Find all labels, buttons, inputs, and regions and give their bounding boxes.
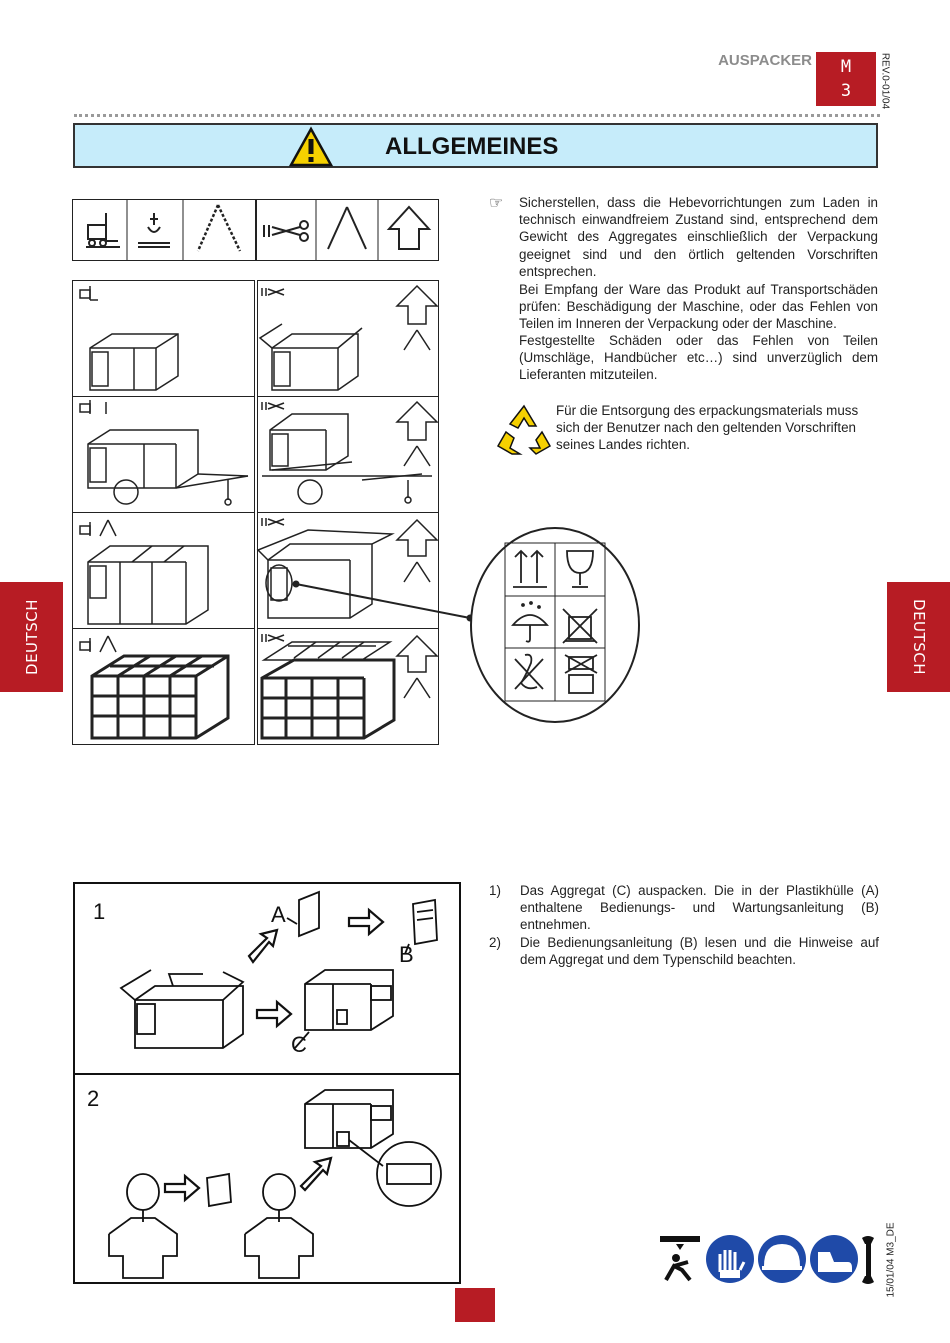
revision-code: REV.0-01/04 <box>879 52 891 110</box>
safety-icons-row <box>658 1232 880 1286</box>
chapter-letter: M <box>840 57 852 77</box>
section-banner <box>73 123 878 168</box>
panel-number-1: 1 <box>93 899 106 924</box>
dotted-divider <box>74 114 880 117</box>
banner-title: ALLGEMEINES <box>385 133 559 160</box>
panel-number-2: 2 <box>87 1086 100 1111</box>
intro-paragraph-2: Bei Empfang der Ware das Produkt auf Transportschäden prüfen: Beschädigung der Maschine, oder das Fehlen von Teilen im Inneren der Verpackung oder der Maschine. <box>519 282 878 332</box>
step-1 <box>489 882 879 934</box>
step-2 <box>489 934 879 968</box>
step-number: 1) <box>489 883 501 898</box>
label-b: B <box>399 942 414 967</box>
packaging-grid <box>72 280 440 746</box>
section-title: AUSPACKER <box>718 52 812 69</box>
chapter-tab <box>816 52 876 106</box>
falling-load-icon <box>660 1236 700 1280</box>
warning-triangle-icon <box>289 127 333 167</box>
safety-shoes-icon <box>810 1235 858 1283</box>
step-text: Das Aggregat (C) auspacken. Die in der Plastikhülle (A) enthaltene Bedienungs- und Wartungsanleitung (B) entnehmen. <box>520 883 879 933</box>
label-a: A <box>271 902 286 927</box>
intro-paragraph-1: Sicherstellen, dass die Hebevorrichtungen zum Laden in technisch einwandfreiem Zustand sind, entsprechend dem Gewicht des Aggregates einschließlich der Verpackung geeignet sind und den örtlich geltenden Vorschriften entsprechen. <box>519 195 878 279</box>
callout-line <box>290 580 480 630</box>
recycling-note: Für die Entsorgung des erpackungsmaterials muss sich der Benutzer nach den geltenden Vorschriften seines Landes richten. <box>556 403 859 453</box>
step-text: Die Bedienungsanleitung (B) lesen und die Hinweise auf dem Aggregat und dem Typenschild beachten. <box>520 934 879 967</box>
wrench-icon <box>862 1236 874 1284</box>
unpacking-figure <box>73 882 462 1284</box>
document-code: 15/01/04 M3_DE <box>885 1222 897 1298</box>
pointing-hand-icon: ☞ <box>489 195 504 212</box>
recycle-icon <box>496 404 552 456</box>
lifting-icons-strip <box>72 199 440 261</box>
language-tab-left: DEUTSCH <box>0 582 63 692</box>
page-marker <box>455 1288 495 1322</box>
language-tab-right: DEUTSCH <box>887 582 950 692</box>
intro-paragraph-3: Festgestellte Schäden oder das Fehlen von Teilen (Umschläge, Handbücher etc…) sind unverzüglich dem Lieferanten mitzuteilen. <box>519 333 878 383</box>
helmet-icon <box>758 1235 806 1283</box>
gloves-icon <box>706 1235 754 1283</box>
handling-symbols-ellipse <box>469 525 641 725</box>
step-number: 2) <box>489 934 501 950</box>
label-c: C <box>291 1032 307 1057</box>
chapter-number: 3 <box>840 81 852 101</box>
instruction-steps <box>489 882 879 968</box>
